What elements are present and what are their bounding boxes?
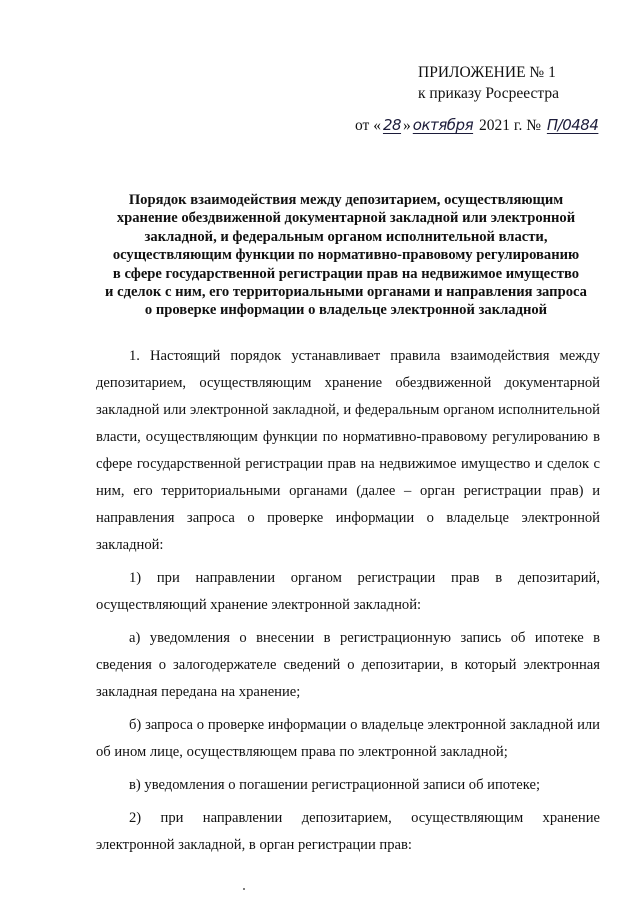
title-line: Порядок взаимодействия между депозитарием, осуществляющим [128, 192, 564, 208]
paragraph-1-1-a: а) уведомления о внесении в регистрационную запись об ипотеке в сведения о залогодержателе сведений о депозитарии, в который электронная закладная передана на хранение; [96, 630, 600, 700]
paragraph-1: 1. Настоящий порядок устанавливает правила взаимодействия между депозитарием, осуществляющим хранение обездвиженной документарной закладной или электронной закладной, и федеральным органом исполнительной власти, осуществляющим функции по нормативно-правовому регулированию в сфере государственной регистрации прав на недвижимое имущество и сделок с ним, его территориальными органами (далее – орган регистрации прав) и направления запроса о проверке информации о владельце электронной закладной: [96, 348, 600, 553]
appendix-number: ПРИЛОЖЕНИЕ № 1 [418, 64, 556, 81]
paragraph-1-2: 2) при направлении депозитарием, осуществляющим хранение электронной закладной, в орган регистрации прав: [96, 810, 600, 853]
title-line: осуществляющим функции по нормативно-правовому регулированию [112, 247, 580, 264]
order-prefix: от « [355, 117, 381, 134]
title-line: в сфере государственной регистрации прав на недвижимое имущество [112, 265, 580, 282]
title-line: о проверке информации о владельце электронной закладной [144, 302, 548, 319]
order-number-handwritten: П/0484 [546, 116, 599, 134]
title-line: и сделок с ним, его территориальными органами и направления запроса [105, 284, 587, 301]
paragraph-1-1-c: в) уведомления о погашении регистрационной записи об ипотеке; [129, 777, 540, 793]
paragraph-1-1-b: б) запроса о проверке информации о владельце электронной закладной или об ином лице, осуществляющем права по электронной закладной; [96, 717, 600, 760]
order-mid: » [403, 117, 411, 134]
order-day-handwritten: 28 [382, 116, 402, 134]
document-title [90, 191, 602, 320]
title-line: закладной, и федеральным органом исполнительной власти, [144, 228, 548, 245]
order-year: 2021 г. № [478, 117, 541, 134]
scan-speck [243, 888, 245, 890]
order-date-line [355, 114, 600, 137]
document-body [96, 343, 600, 865]
appendix-header [418, 62, 559, 104]
title-line: хранение обездвиженной документарной закладной или электронной [116, 210, 576, 227]
appendix-order-ref: к приказу Росреестра [418, 85, 559, 102]
order-month-handwritten: октября [412, 116, 474, 134]
paragraph-1-1: 1) при направлении органом регистрации прав в депозитарий, осуществляющий хранение электронной закладной: [96, 570, 600, 613]
